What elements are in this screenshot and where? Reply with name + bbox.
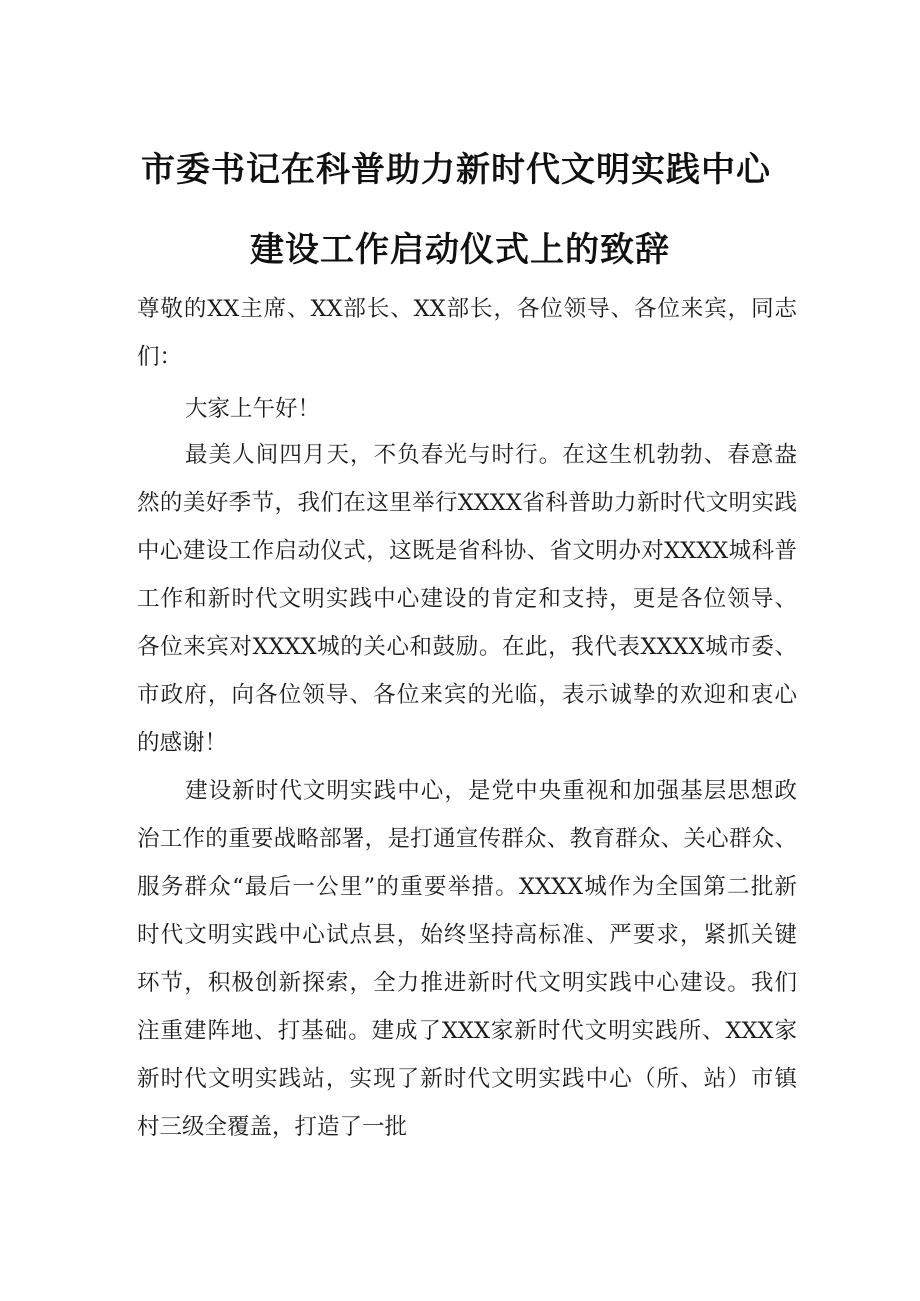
- body-line: 新时代文明实践站，实现了新时代文明实践中心（所、站）市镇: [137, 1066, 797, 1092]
- body-line: 建设新时代文明实践中心，是党中央重视和加强基层思想政: [185, 778, 797, 804]
- document-title-line-2: 建设工作启动仪式上的致辞: [250, 230, 670, 270]
- body-line: 们：: [137, 344, 183, 370]
- body-line: 市政府，向各位领导、各位来宾的光临，表示诚挚的欢迎和衷心: [137, 682, 797, 708]
- body-line: 尊敬的XX主席、XX部长、XX部长，各位领导、各位来宾，同志: [137, 296, 797, 322]
- body-line: 各位来宾对XXXX城的关心和鼓励。在此，我代表XXXX城市委、: [137, 634, 797, 660]
- body-line: 治工作的重要战略部署，是打通宣传群众、教育群众、关心群众、: [137, 826, 797, 852]
- body-line: 工作和新时代文明实践中心建设的肯定和支持，更是各位领导、: [137, 586, 797, 612]
- body-line: 大家上午好！: [185, 396, 321, 422]
- body-line: 时代文明实践中心试点县，始终坚持高标准、严要求，紧抓关键: [137, 922, 797, 948]
- body-line: 注重建阵地、打基础。建成了XXX家新时代文明实践所、XXX家: [137, 1018, 797, 1044]
- body-line: 环节，积极创新探索，全力推进新时代文明实践中心建设。我们: [137, 970, 797, 996]
- body-line: 然的美好季节，我们在这里举行XXXX省科普助力新时代文明实践: [137, 490, 797, 516]
- document-title-line-1: 市委书记在科普助力新时代文明实践中心: [141, 150, 771, 190]
- body-line: 的感谢！: [137, 730, 228, 756]
- body-line: 村三级全覆盖，打造了一批: [137, 1114, 408, 1140]
- body-line: 最美人间四月天，不负春光与时行。在这生机勃勃、春意盎: [185, 442, 797, 468]
- body-line: 服务群众“最后一公里”的重要举措。XXXX城作为全国第二批新: [137, 874, 797, 900]
- body-line: 中心建设工作启动仪式，这既是省科协、省文明办对XXXX城科普: [137, 538, 797, 564]
